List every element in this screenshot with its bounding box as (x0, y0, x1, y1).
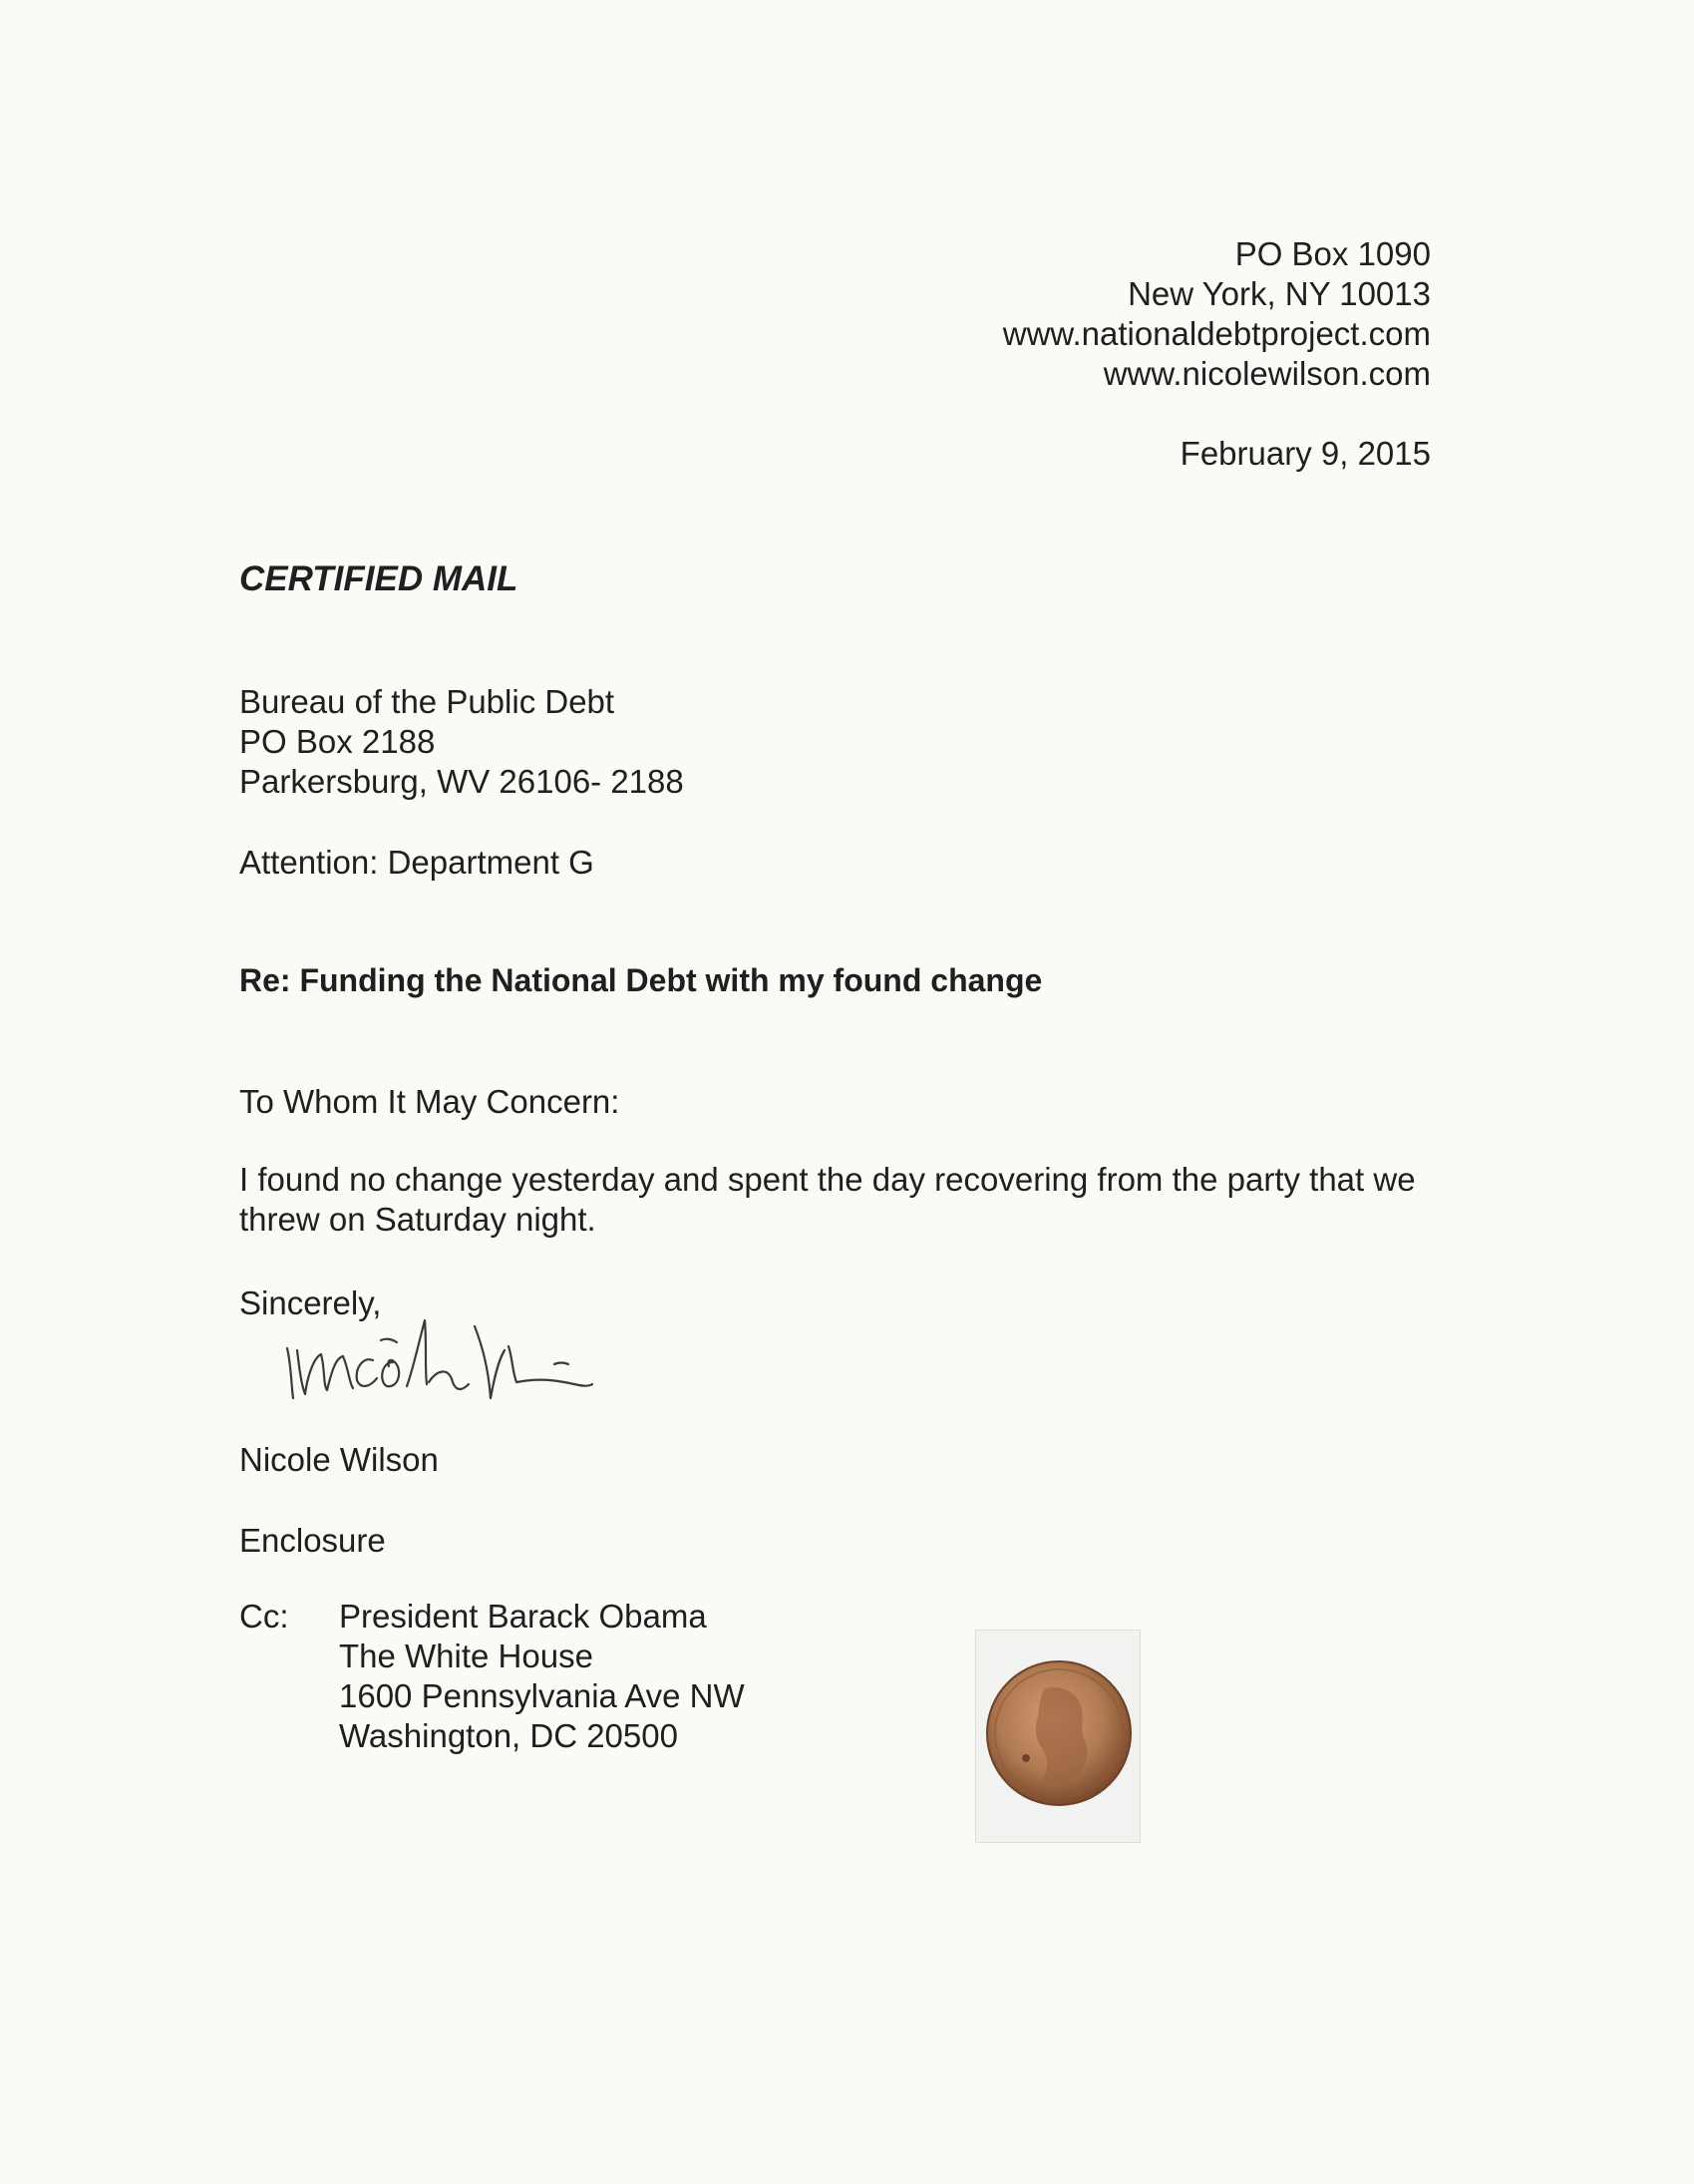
cc-line: Washington, DC 20500 (339, 1717, 678, 1754)
handwritten-signature (277, 1286, 676, 1426)
penny-coin-icon (984, 1658, 1134, 1808)
recipient-address-line2: Parkersburg, WV 26106- 2188 (239, 763, 684, 800)
sender-address-line2: New York, NY 10013 (1128, 275, 1431, 312)
cc-line: President Barack Obama (339, 1598, 707, 1635)
recipient-name: Bureau of the Public Debt (239, 683, 615, 720)
recipient-address-line1: PO Box 2188 (239, 723, 436, 760)
certified-mail-heading: CERTIFIED MAIL (239, 559, 518, 598)
letter-body: I found no change yesterday and spent the day recovering from the party that we threw on Saturday night. (239, 1161, 1416, 1238)
salutation: To Whom It May Concern: (239, 1083, 620, 1120)
attention-line: Attention: Department G (239, 844, 594, 881)
cc-line: 1600 Pennsylvania Ave NW (339, 1677, 745, 1714)
signer-name: Nicole Wilson (239, 1441, 439, 1478)
cc-label: Cc: (239, 1598, 289, 1635)
sender-website-1: www.nationaldebtproject.com (1002, 315, 1431, 352)
enclosure-line: Enclosure (239, 1522, 386, 1559)
sender-website-2: www.nicolewilson.com (1103, 355, 1431, 392)
cc-line: The White House (339, 1638, 593, 1674)
closing: Sincerely, (239, 1284, 382, 1321)
sender-address-line1: PO Box 1090 (1234, 235, 1431, 272)
cc-recipient-block (339, 1597, 745, 1756)
letter-date: February 9, 2015 (1180, 435, 1431, 472)
subject-line: Re: Funding the National Debt with my found change (239, 962, 1043, 998)
